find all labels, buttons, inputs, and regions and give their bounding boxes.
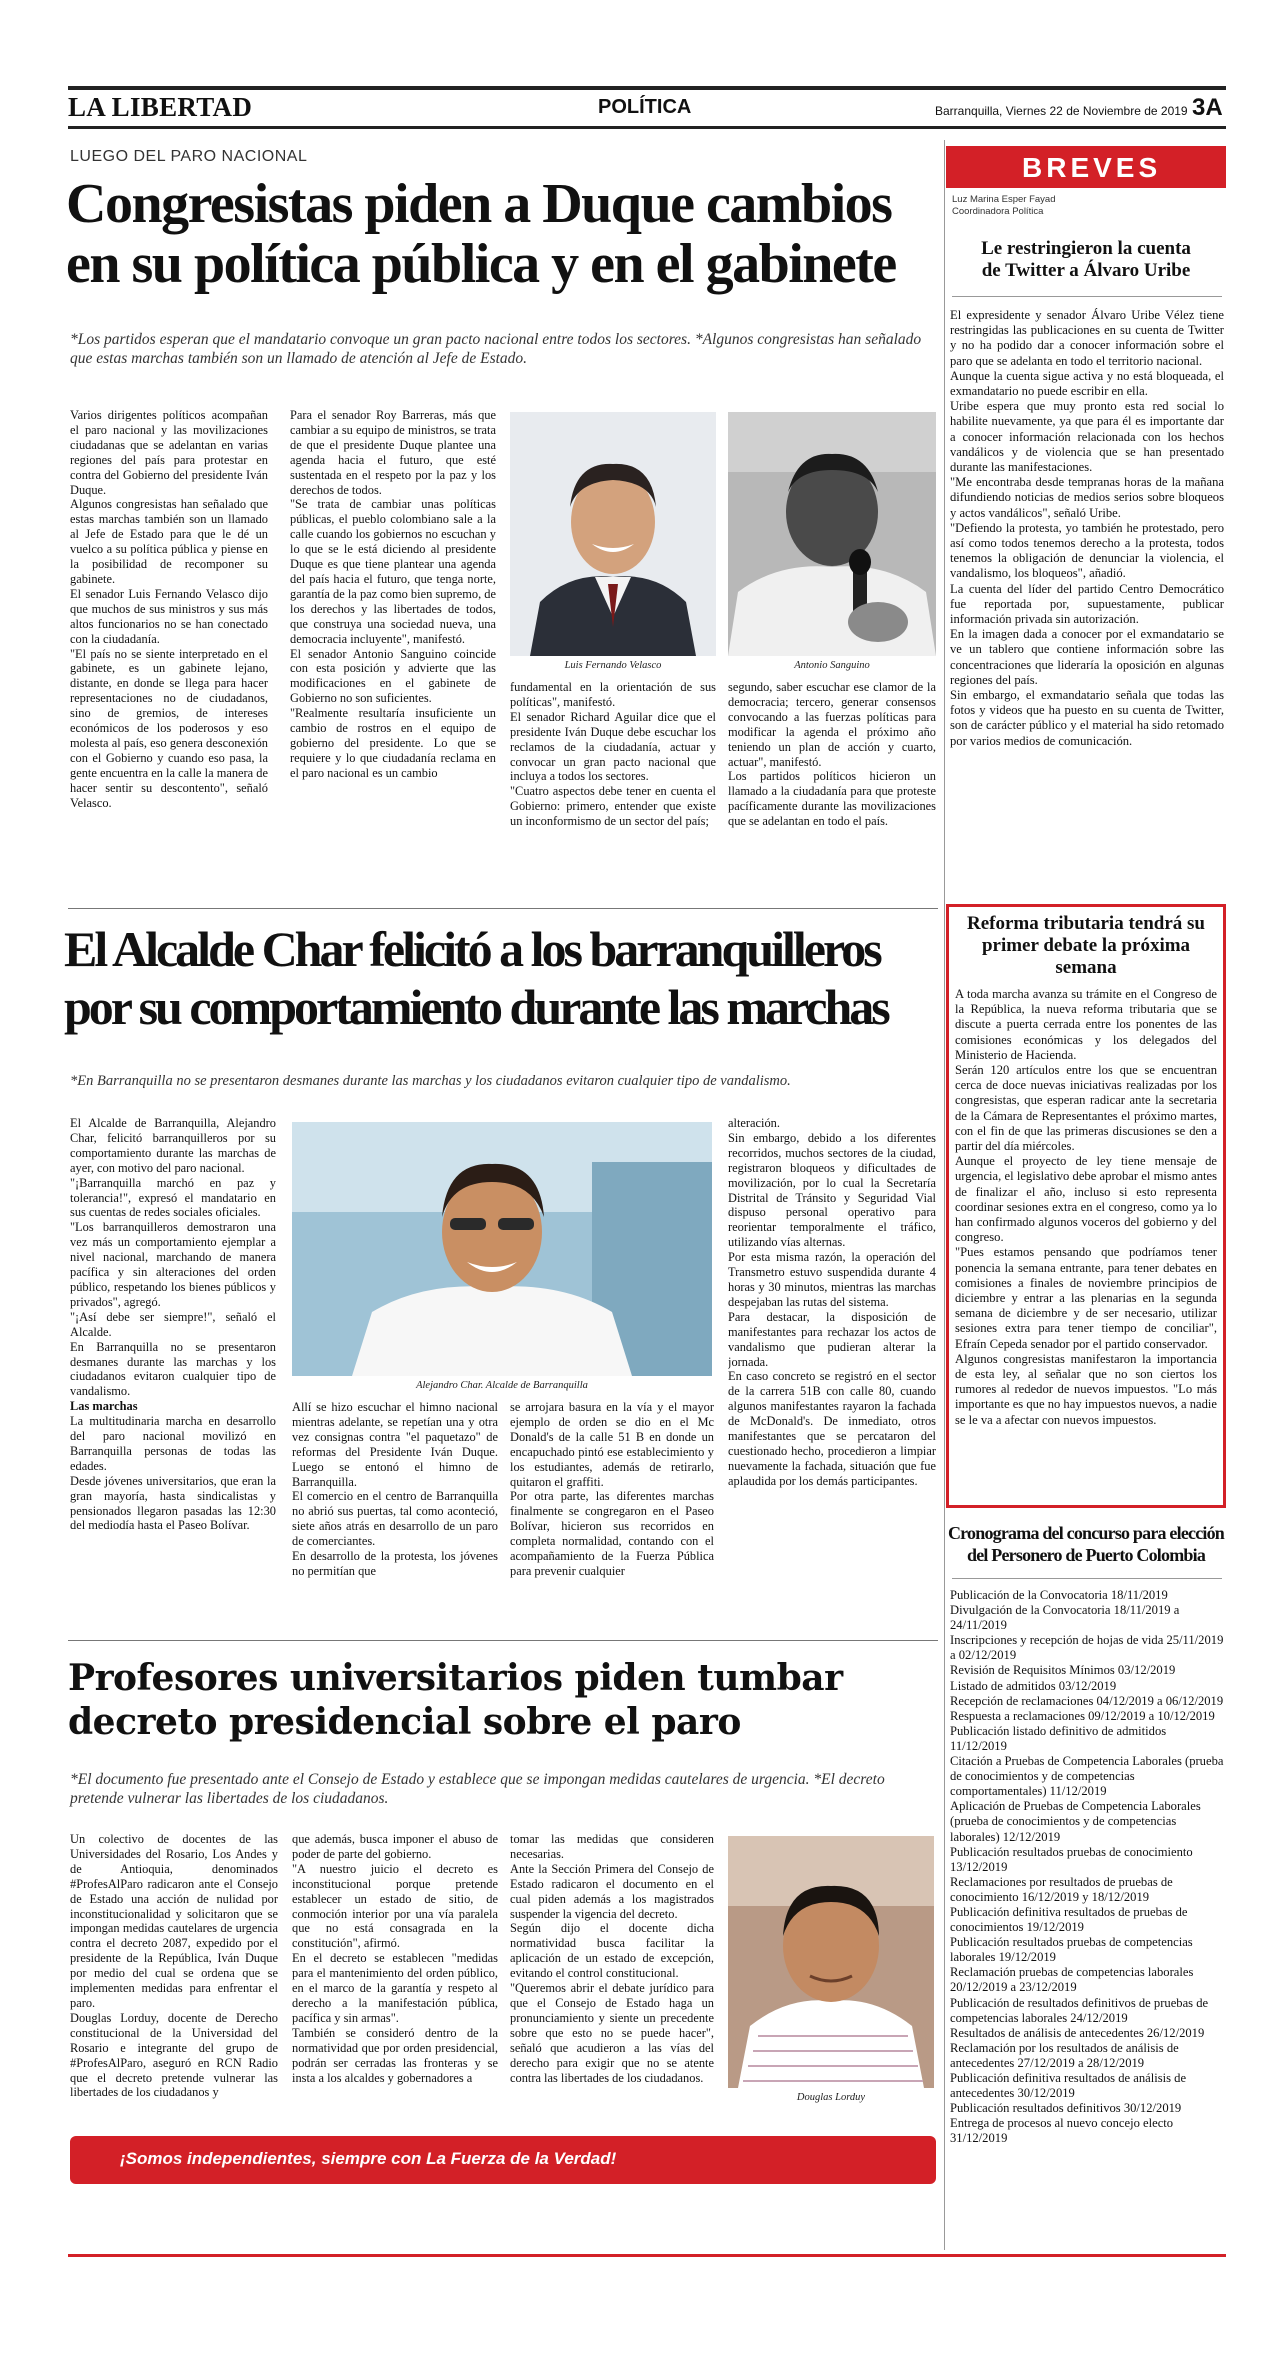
schedule-item: Publicación resultados pruebas de conocimiento 13/12/2019 — [950, 1844, 1193, 1874]
schedule-item: Entrega de procesos al nuevo concejo electo 31/12/2019 — [950, 2116, 1174, 2146]
article1-headline-line1: Congresistas piden a Duque cambios — [66, 173, 892, 235]
schedule-item: Reclamación por los resultados de análisis de antecedentes 27/12/2019 a 28/12/2019 — [950, 2040, 1179, 2070]
brief1-paragraph: Sin embargo, el exmandatario señala que todas las fotos y videos que ha puesto en su cuenta de Twitter, son de carácter público y el material ha sido retomado por varios medios de comunicación. — [950, 688, 1224, 748]
schedule-item: Publicación de la Convocatoria 18/11/2019 — [950, 1588, 1168, 1602]
article2-headline — [64, 920, 938, 1036]
article2-paragraph: El Alcalde de Barranquilla, Alejandro Char, felicitó barranquilleros por su comportamiento durante las marchas de ayer, con motivo del paro nacional. — [70, 1116, 276, 1175]
brief3-title-rule — [952, 1578, 1222, 1579]
photo-caption-char: Alejandro Char. Alcalde de Barranquilla — [416, 1380, 588, 1391]
article1-paragraph: Algunos congresistas han señalado que estas marchas también son un llamado al Jefe de Estado para que le dé un vuelco a su política pública y piense en la posibilidad de recomponer su gabinete. — [70, 497, 268, 586]
article2-col4 — [728, 1116, 936, 1628]
article1-paragraph: "Realmente resultaría insuficiente un cambio de rostros en el equipo de gobierno del presidente. Lo que se requiere y lo que ciudadanía reclama en el paro nacional es un cambio — [290, 706, 496, 780]
schedule-item: Revisión de Requisitos Mínimos 03/12/2019 — [950, 1663, 1176, 1678]
article2-paragraph: La multitudinaria marcha en desarrollo del paro nacional movilizó en Barranquilla personas de todas las edades. — [70, 1414, 276, 1473]
article1-paragraph: El senador Richard Aguilar dice que el presidente Iván Duque debe escuchar los reclamos de la ciudadanía, actuar y convocar un gran pacto nacional que incluya a todos los sectores. — [510, 709, 716, 784]
article2-paragraph: alteración. — [728, 1116, 780, 1130]
brief1-title-line2: de Twitter a Álvaro Uribe — [981, 260, 1191, 281]
article2-paragraph: "¡Barranquilla marchó en paz y tolerancia!", expresó el mandatario en sus cuentas de redes sociales oficiales. — [70, 1175, 276, 1220]
article2-paragraph: Por otra parte, las diferentes marchas finalmente se congregaron en el Paseo Bolívar, hicieron sus recorridos en completa normalidad, contando con el acompañamiento de la Fuerza Pública para prevenir cualquier — [510, 1489, 714, 1578]
schedule-item: Inscripciones y recepción de hojas de vida 25/11/2019 a 02/12/2019 — [950, 1633, 1224, 1663]
slogan-text: ¡Somos independientes, siempre con La Fuerza de la Verdad! — [120, 2149, 617, 2168]
article3-col2 — [292, 1832, 498, 2124]
sidebar-divider — [944, 140, 945, 2250]
brief1-body — [950, 308, 1224, 898]
brief1-paragraph: El expresidente y senador Álvaro Uribe Vélez tiene restringidas las publicaciones en su cuenta de Twitter y no ha podido dar a conocer información sobre el paro que se adelanta en todo el territorio nacional. — [950, 308, 1224, 368]
article2-headline-line1: El Alcalde Char felicitó a los barranquilleros — [64, 921, 880, 977]
brief2-paragraph: Algunos congresistas manifestaron la importancia de esta ley, al señalar que no son ciertos los rumores al rededor de nuevos impuestos. "Lo más importante es que no hay impuestos nuevos, a nadie se le va a afectar con nuevos impuestos. — [955, 1351, 1217, 1427]
article1-dek: *Los partidos esperan que el mandatario convoque un gran pacto nacional entre todos los sectores. *Algunos congresistas han señalado que estas marchas también son un llamado de atención al Jefe de Estado. — [70, 331, 922, 367]
article2-col3 — [510, 1400, 714, 1628]
article1-paragraph: segundo, saber escuchar ese clamor de la democracia; tercero, generar consensos convocando a las fuerzas políticas para modificar la agenda el próximo año teniendo un plan de acción y cuarto, actuar", manifestó. — [728, 680, 936, 769]
article1-col1 — [70, 408, 268, 896]
schedule-item: Publicación listado definitivo de admitidos 11/12/2019 — [950, 1723, 1167, 1753]
article1-paragraph: "Se trata de cambiar unas políticas públicas, el pueblo colombiano sale a la calle cuando los gobiernos no escuchan y lo que se le está diciendo al presidente Duque es que tiene plantear una agenda del país hacia el futuro, que tenga norte, garantía de la paz como bien supremo, de los derechos y las libertades de todos, que construya una sociedad nueva, una democracia incluyente", manifestó. — [290, 497, 496, 646]
brief1-paragraph: "Defiendo la protesta, yo también he protestado, pero así como todos tenemos derecho a la protesta, todos tenemos la obligación de denunciar la violencia, el vandalismo, los bloqueos", añadió. — [950, 520, 1224, 581]
article1-bottom-rule — [68, 908, 938, 909]
sidebar-byline-name: Luz Marina Esper Fayad — [952, 194, 1056, 205]
newspaper-name: LA LIBERTAD — [68, 92, 253, 122]
schedule-item: Recepción de reclamaciones 04/12/2019 a 06/12/2019 — [950, 1693, 1224, 1708]
slogan-banner — [70, 2136, 936, 2184]
article2-paragraph: En desarrollo de la protesta, los jóvenes no permitían que — [292, 1549, 498, 1578]
article1-paragraph: Los partidos políticos hicieron un llamado a la ciudadanía para que proteste pacíficamente durante las movilizaciones que se adelantan en todo el país. — [728, 769, 936, 829]
article1-kicker: LUEGO DEL PARO NACIONAL — [70, 148, 308, 165]
article1-paragraph: El senador Antonio Sanguino coincide con esta posición y advierte que las modificaciones en el gabinete de Gobierno no son suficientes. — [290, 646, 496, 706]
article3-headline — [68, 1656, 938, 1744]
article1-col4 — [728, 680, 936, 896]
article3-paragraph: que además, busca imponer el abuso de poder de parte del gobierno. — [292, 1832, 498, 1861]
schedule-item: Reclamación pruebas de competencias laborales 20/12/2019 a 23/12/2019 — [950, 1965, 1194, 1995]
schedule-item: Publicación definitiva resultados de pruebas de conocimientos 19/12/2019 — [950, 1904, 1188, 1935]
char-portrait-illustration — [292, 1122, 712, 1376]
brief2-title — [949, 913, 1223, 979]
article3-paragraph: tomar las medidas que consideren necesarias. — [510, 1832, 714, 1861]
article2-dek: *En Barranquilla no se presentaron desmanes durante las marchas y los ciudadanos evitaron cualquier tipo de vandalismo. — [70, 1073, 791, 1089]
article3-headline-line1: Profesores universitarios piden tumbar — [68, 1657, 843, 1699]
article2-paragraph: Desde jóvenes universitarios, que eran la gran mayoría, hasta sindicalistas y pensionados llegaron pasadas las 12:30 del mediodía hasta el Paseo Bolívar. — [70, 1473, 276, 1533]
brief1-paragraph: Uribe espera que muy pronto esta red social lo habilite nuevamente, ya que para él es importante dar a conocer información relacionada con los hechos vandálicos y de violencia que se han presentado durante las manifestaciones. — [950, 399, 1224, 475]
schedule-item: Resultados de análisis de antecedentes 26/12/2019 — [950, 2025, 1205, 2040]
photo-luis-fernando-velasco — [510, 412, 716, 656]
breves-header — [946, 146, 1226, 188]
schedule-item: Aplicación de Pruebas de Competencia Laborales (prueba de conocimientos y de competencias laborales) 12/12/2019 — [950, 1799, 1201, 1844]
article1-headline-line2: en su política pública y en el gabinete — [66, 233, 896, 295]
brief1-title — [946, 238, 1226, 282]
article1-paragraph: Para el senador Roy Barreras, más que cambiar a su equipo de ministros, se trata de que el presidente Duque plantee una agenda hacia el futuro, que esté sustentada en el respeto por la paz y los derechos de todos. — [290, 408, 496, 497]
page-number: 3A — [1192, 94, 1223, 121]
schedule-list — [950, 1588, 1224, 2248]
article3-paragraph: Ante la Sección Primera del Consejo de Estado radicaron el documento en el cual piden además a los magistrados suspender la vigencia del decreto. — [510, 1861, 714, 1921]
header-bottom-rule — [68, 126, 1226, 129]
article3-paragraph: También se consideró dentro de la normatividad que por orden presidencial, podrán ser cerradas las fronteras y se insta a los alcaldes y gobernadores a — [292, 2025, 498, 2085]
sidebar-byline-role: Coordinadora Política — [952, 206, 1044, 217]
brief2-title-line2: primer debate la próxima semana — [981, 935, 1191, 978]
brief1-title-rule — [952, 296, 1222, 297]
brief1-paragraph: La cuenta del líder del partido Centro Democrático fue reportada por, supuestamente, publicar información privada sin autorización. — [950, 581, 1224, 627]
brief3-title-line1: Cronograma del concurso para elección — [947, 1523, 1225, 1543]
photo-antonio-sanguino — [728, 412, 936, 656]
article2-subhead: Las marchas — [70, 1399, 138, 1414]
article3-paragraph: "A nuestro juicio el decreto es inconstitucional porque pretende establecer un estado de sitio, de conmoción interior por una vía paralela que no está consagrada en la constitución", afirmó. — [292, 1861, 498, 1951]
brief1-paragraph: En la imagen dada a conocer por el exmandatario se ve un tablero que contiene información sobre las concentraciones que lideraría la oposición en algunas regiones del país. — [950, 627, 1224, 687]
article2-headline-line2: por su comportamiento durante las marchas — [64, 979, 888, 1035]
article2-paragraph: Para destacar, la disposición de manifestantes para rechazar los actos de vandalismo que pudieran alterar la jornada. — [728, 1309, 936, 1369]
schedule-item: Listado de admitidos 03/12/2019 — [950, 1678, 1117, 1693]
schedule-item: Reclamaciones por resultados de pruebas de conocimiento 16/12/2019 y 18/12/2019 — [950, 1874, 1173, 1904]
article1-col3 — [510, 680, 716, 896]
sanguino-portrait-illustration — [728, 412, 936, 656]
article3-col3 — [510, 1832, 714, 2124]
article2-paragraph: Por esta misma razón, la operación del Transmetro estuvo suspendida durante 4 horas y 30 minutos, mientras las marchas despejaban las rutas del sistema. — [728, 1250, 936, 1309]
article2-bottom-rule — [68, 1640, 938, 1641]
lorduy-portrait-illustration — [728, 1836, 934, 2088]
article2-paragraph: El comercio en el centro de Barranquilla no abrió sus puertas, tal como aconteció, siete años atrás en desarrollo de un paro de comerciantes. — [292, 1489, 498, 1549]
article2-paragraph: "¡Así debe ser siempre!", señaló el Alcalde. — [70, 1309, 276, 1339]
brief1-paragraph: "Me encontraba desde tempranas horas de la mañana difundiendo noticias de medios serios sobre bloqueos y actos vandálicos", señaló Uribe. — [950, 475, 1224, 520]
article3-dek: *El documento fue presentado ante el Consejo de Estado y establece que se impongan medidas cautelares de urgencia. *El decreto pretende vulnerar las libertades de los ciudadanos. — [70, 1771, 885, 1807]
photo-douglas-lorduy — [728, 1836, 934, 2088]
article2-col1 — [70, 1116, 276, 1628]
article1-paragraph: fundamental en la orientación de sus políticas", manifestó. — [510, 680, 716, 709]
photo-caption-sanguino: Antonio Sanguino — [794, 660, 870, 671]
brief3-title — [946, 1522, 1226, 1566]
article1-paragraph: Varios dirigentes políticos acompañan el paro nacional y las movilizaciones ciudadanas que se adelantan en varias regiones del país para protestar en contra del Gobierno del presidente Iván Duque. — [70, 408, 268, 497]
schedule-item: Publicación resultados pruebas de competencias laborales 19/12/2019 — [950, 1935, 1193, 1965]
velasco-portrait-illustration — [510, 412, 716, 656]
article2-paragraph: se arrojara basura en la vía y el mayor ejemplo de orden se dio en el Mc Donald's de la calle 51 B en donde un encapuchado pintó ese establecimiento y los estudiantes, además de retirarlo, quitaron el graffiti. — [510, 1400, 714, 1489]
brief1-title-line1: Le restringieron la cuenta — [981, 238, 1191, 259]
schedule-item: Divulgación de la Convocatoria 18/11/2019 a 24/11/2019 — [950, 1603, 1180, 1633]
photo-caption-velasco: Luis Fernando Velasco — [564, 660, 662, 671]
schedule-item: Respuesta a reclamaciones 09/12/2019 a 10/12/2019 — [950, 1708, 1215, 1723]
photo-caption-lorduy: Douglas Lorduy — [796, 2092, 866, 2103]
article3-paragraph: "Queremos abrir el debate jurídico para que el Consejo de Estado haga un pronunciamiento y siente un precedente sobre que esto no se puede hacer", señaló que acudieron a las vías del derecho para exigir que no se atente contra las libertades de los ciudadanos. — [510, 1981, 714, 2085]
brief1-paragraph: Aunque la cuenta sigue activa y no está bloqueada, el exmandatario no puede escribir en ella. — [950, 368, 1224, 399]
article3-paragraph: Un colectivo de docentes de las Universidades del Rosario, Los Andes y de Antioquia, denominados #ProfesAlParo radicaron ante el Consejo de Estado una acción de nulidad por inconstitucionalidad y solicitaron que se impongan medidas cautelares de urgencia contra el decreto 2087, expedido por el presidente de la República, Iván Duque por medio del cual se ordena que se implementen medidas para enfrentar el paro. — [70, 1832, 278, 2010]
brief2-paragraph: Aunque el proyecto de ley tiene mensaje de urgencia, el legislativo debe aprobar el mismo antes de finalizar el año, incluso si esto representa coordinar sesiones extra en el congreso, como ya lo han confirmado algunos voceros del gobierno y del congreso. — [955, 1154, 1217, 1245]
brief2-paragraph: Serán 120 artículos entre los que se encuentran cerca de doce nuevas iniciativas realizadas por los congresistas, que esperan radicar ante la secretaria de la Cámara de Representantes el próximo martes, con el fin de que las primeras discusiones se den a partir del día miércoles. — [955, 1063, 1217, 1154]
brief2-paragraph: "Pues estamos pensando que podríamos tener ponencia la semana entrante, para tener debates en comisiones a finales de noviembre principios de diciembre y entrar a las plenarias en la segunda semana de diciembre y de ser necesario, utilizar sesiones extra para tener tiempo de conciliar", Efraín Cepeda senador por el partido conservador. — [955, 1245, 1217, 1351]
article1-headline — [66, 174, 936, 294]
article2-paragraph: En caso concreto se registró en el sector de la carrera 51B con calle 80, cuando algunos manifestantes rayaron la fachada de McDonald's. De inmediato, otros manifestantes que se percataron del cuestionado hecho, procedieron a limpiar nuevamente la fachada, situación que fue aplaudida por los demás participantes. — [728, 1369, 936, 1488]
article2-paragraph: En Barranquilla no se presentaron desmanes durante las marchas y los ciudadanos evitaron cualquier tipo de vandalismo. — [70, 1339, 276, 1399]
schedule-item: Publicación de resultados definitivos de pruebas de competencias laborales 24/12/2019 — [950, 1995, 1209, 2025]
schedule-item: Publicación definitiva resultados de análisis de antecedentes 30/12/2019 — [950, 2071, 1187, 2101]
article3-headline-line2: decreto presidencial sobre el paro — [68, 1701, 741, 1743]
article2-paragraph: Allí se hizo escuchar el himno nacional mientras adelante, se repetían una y otra vez consignas contra "el paquetazo" de reformas del Presidente Iván Duque. Luego se entonó el himno de Barranquilla. — [292, 1400, 498, 1489]
article3-col1 — [70, 1832, 278, 2124]
article2-col2 — [292, 1400, 498, 1628]
page-date: Barranquilla, Viernes 22 de Noviembre de 2019 — [935, 104, 1188, 118]
article2-paragraph: Sin embargo, debido a los diferentes recorridos, muchos sectores de la ciudad, registraron bloqueos y dificultades de movilización, por lo cual la Secretaría Distrital de Tránsito y Seguridad Vial dispuso personal operativo para reorientar temporalmente el tráfico, utilizando vías alternas. — [728, 1130, 936, 1250]
article1-paragraph: "Cuatro aspectos debe tener en cuenta el Gobierno: primero, entender que existe un inconformismo de un sector del país; — [510, 784, 716, 829]
brief2-body — [955, 987, 1217, 1501]
article1-paragraph: El senador Luis Fernando Velasco dijo que muchos de sus ministros y sus más altos funcionarios no se han conectado con la ciudadanía. — [70, 586, 268, 646]
article3-paragraph: Según dijo el docente dicha normatividad busca facilitar la aplicación de un estado de excepción, evitando el control constitucional. — [510, 1921, 714, 1981]
article3-paragraph: Douglas Lorduy, docente de Derecho constitucional de la Universidad del Rosario e integrante del grupo de #ProfesAlParo, aseguró en RCN Radio que el decreto pretende vulnerar las libertades de los ciudadanos y — [70, 2010, 278, 2100]
page-bottom-rule — [68, 2254, 1226, 2257]
schedule-item: Citación a Pruebas de Competencia Laborales (prueba de conocimientos y de competencias comportamentales) 11/12/2019 — [950, 1754, 1224, 1799]
brief2-box — [946, 904, 1226, 1508]
brief2-title-line1: Reforma tributaria tendrá su — [967, 913, 1205, 934]
photo-alejandro-char — [292, 1122, 712, 1376]
article2-paragraph: "Los barranquilleros demostraron una vez más un comportamiento ejemplar a nivel nacional, marchando de manera pacífica y sin alteraciones del orden público, respetando los bienes públicos y privados", agregó. — [70, 1220, 276, 1309]
breves-title: BREVES — [1022, 152, 1162, 183]
article3-paragraph: En el decreto se establecen "medidas para el mantenimiento del orden público, en el marco de la garantía y respeto al derecho a la manifestación pública, pacífica y sin armas". — [292, 1951, 498, 2025]
top-rule — [68, 86, 1226, 90]
article1-paragraph: "El país no se siente interpretado en el gabinete, es un gabinete lejano, distante, en donde se llega para hacer representaciones no de ciudadanos, sino de gremios, de intereses económicos de los poderosos y eso molesta al país, eso genera desconexión con el Gobierno y cuando eso pasa, la gente encuentra en la calle la manera de hacer sentir su descontento", señaló Velasco. — [70, 646, 268, 810]
brief3-title-line2: del Personero de Puerto Colombia — [966, 1545, 1206, 1565]
section-title: POLÍTICA — [598, 96, 692, 118]
schedule-item: Publicación resultados definitivos 30/12/2019 — [950, 2101, 1182, 2116]
article1-col2 — [290, 408, 496, 896]
brief2-paragraph: A toda marcha avanza su trámite en el Congreso de la República, la nueva reforma tributaria que se discute a puerta cerrada entre los ponentes de las comisiones económicas y los delegados del Ministerio de Hacienda. — [955, 987, 1217, 1062]
